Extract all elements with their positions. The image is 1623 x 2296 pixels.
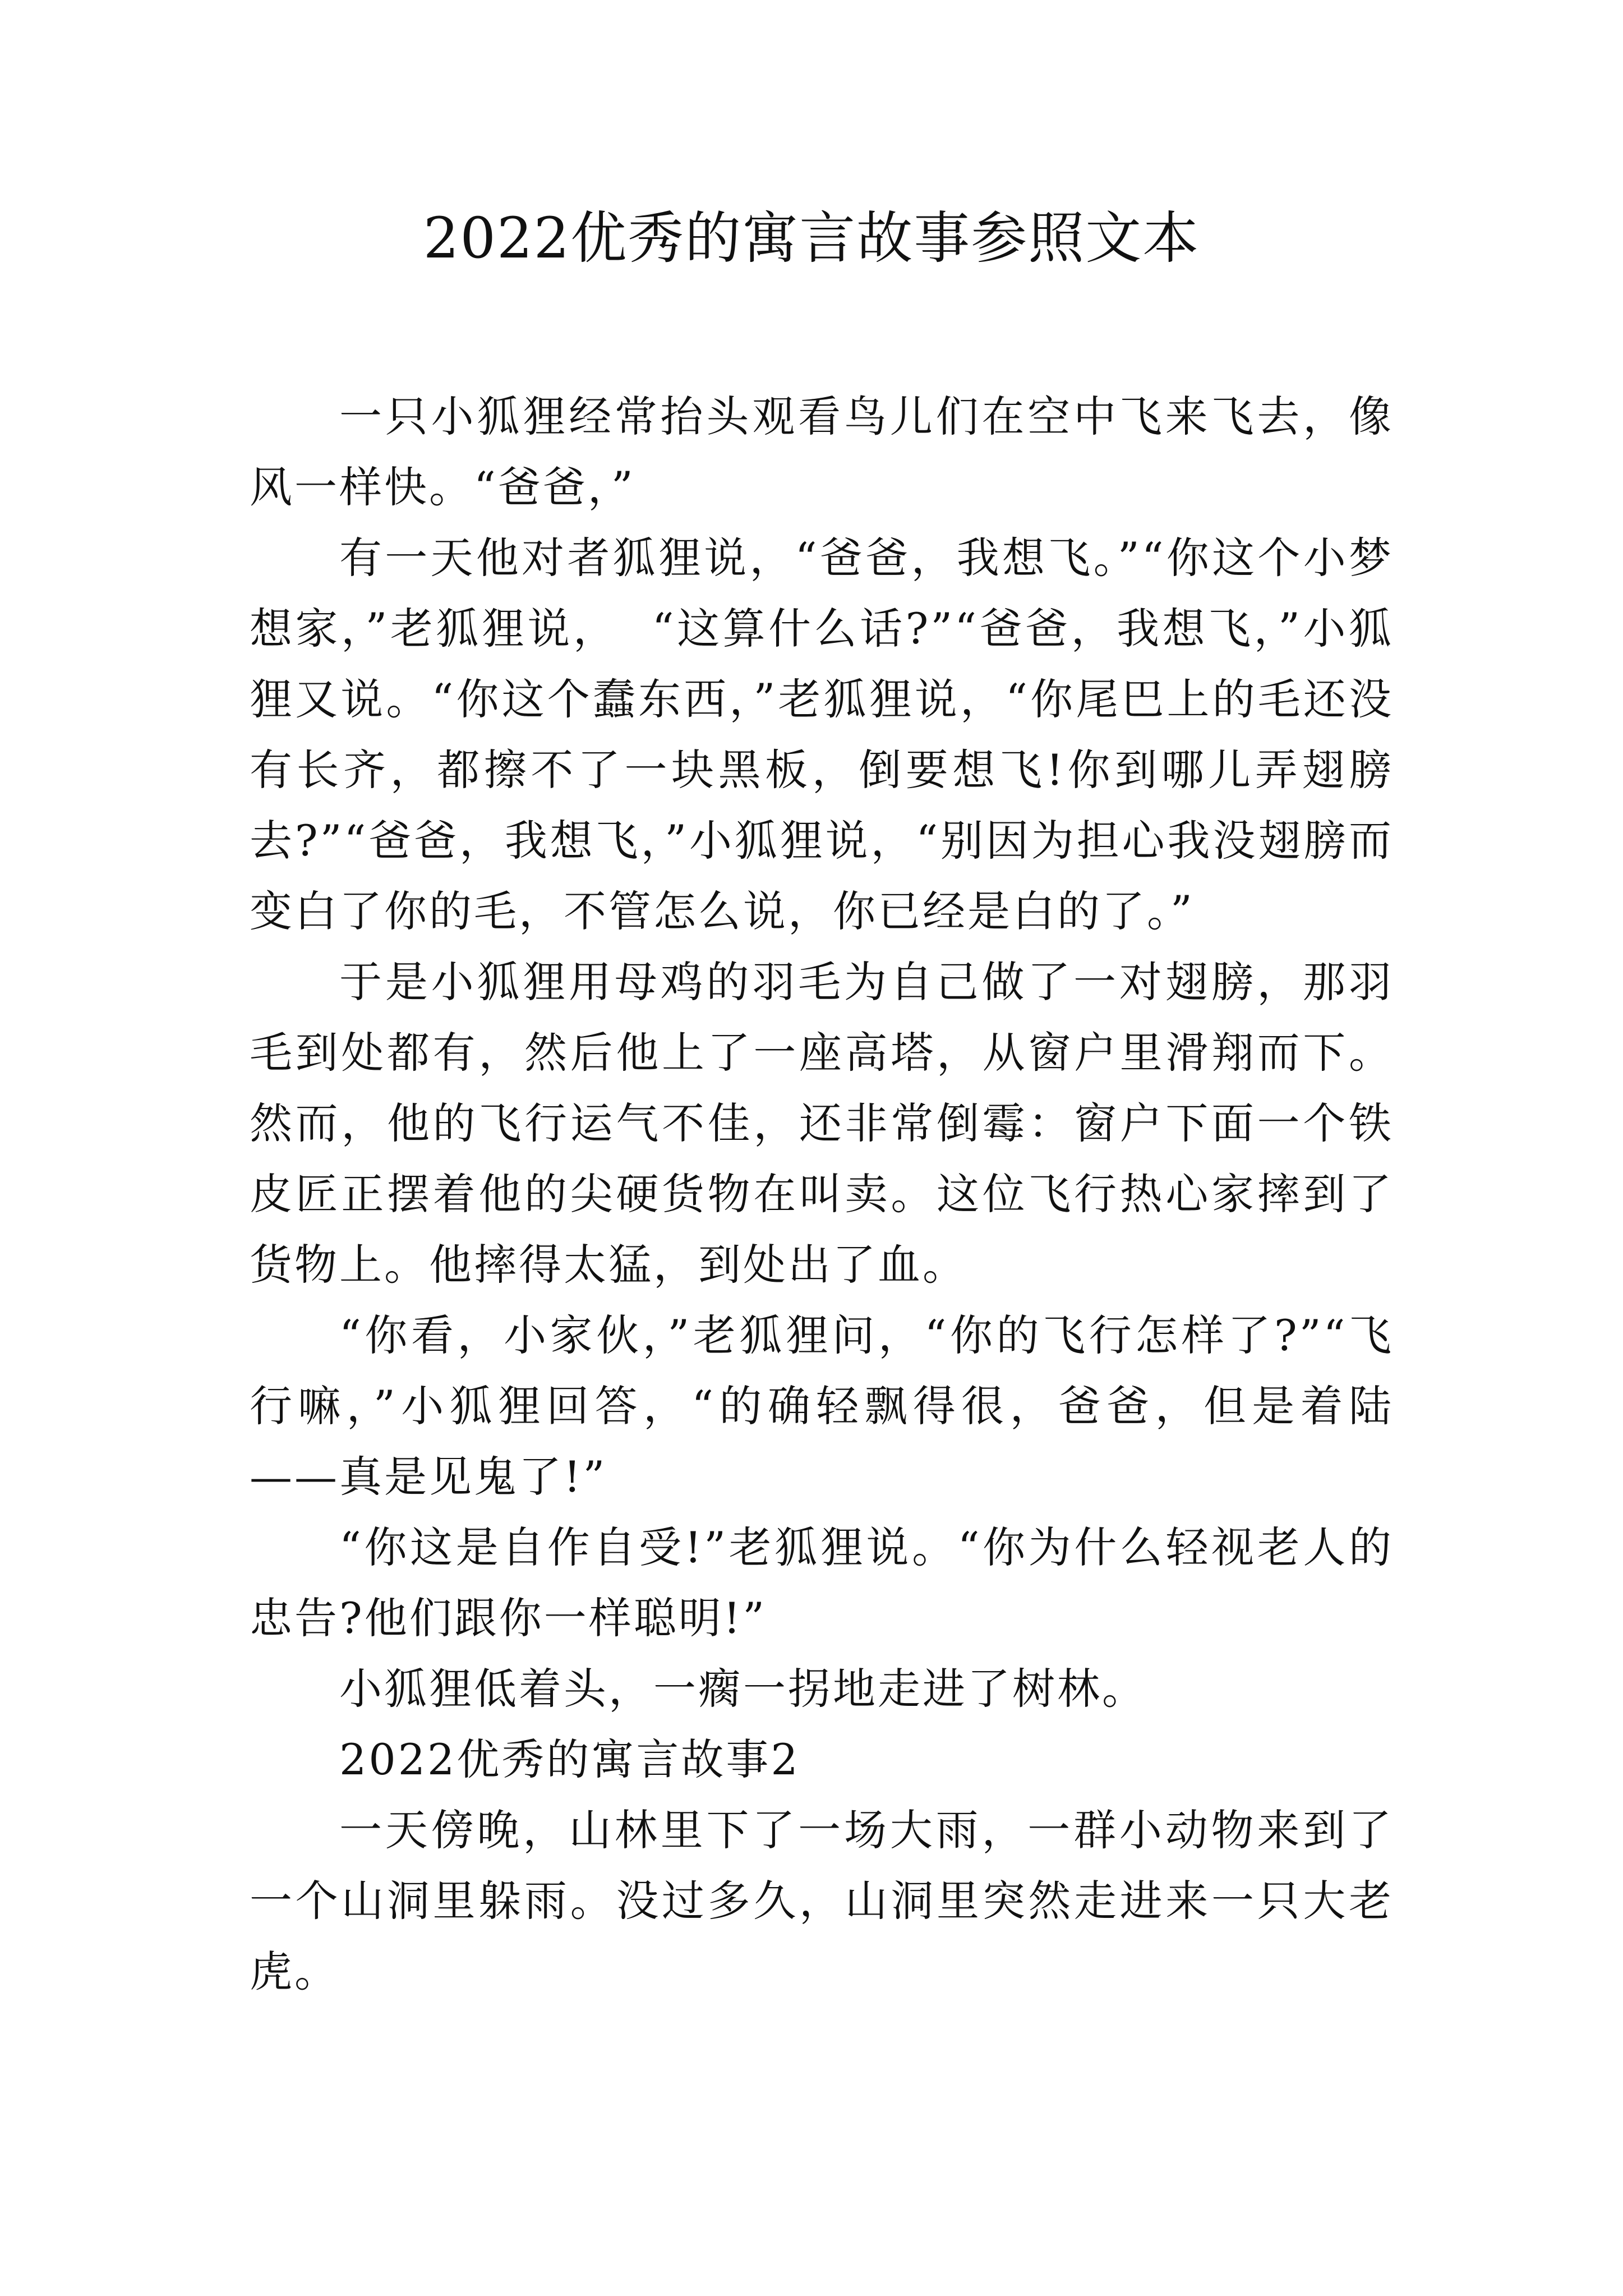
paragraph: 于是小狐狸用母鸡的羽毛为自己做了一对翅膀，那羽毛到处都有，然后他上了一座高塔，从窗户里滑翔而下。然而，他的飞行运气不佳，还非常倒霉：窗户下面一个铁皮匠正摆着他的尖硬货物在叫卖。这位飞行热心家摔到了货物上。他摔得太猛，到处出了血。 [250, 957, 1394, 1290]
paragraph: “你这是自作自受!”老狐狸说。“你为什么轻视老人的忠告?他们跟你一样聪明!” [250, 1522, 1394, 1643]
document-body [250, 381, 1394, 2007]
paragraph: “你看，小家伙，”老狐狸问，“你的飞行怎样了?”“飞行嘛，”小狐狸回答，“的确轻飘得很，爸爸，但是着陆——真是见鬼了!” [250, 1310, 1394, 1502]
paragraph: 有一天他对者狐狸说，“爸爸，我想飞。”“你这个小梦想家，”老狐狸说， “这算什么话?”“爸爸，我想飞，”小狐狸又说。“你这个蠢东西，”老狐狸说，“你尾巴上的毛还没有长齐，都擦不了一块黑板，倒要想飞!你到哪儿弄翅膀去?”“爸爸，我想飞，”小狐狸说，“别因为担心我没翅膀而变白了你的毛，不管怎么说，你已经是白的了。” [250, 533, 1394, 936]
paragraph: 小狐狸低着头，一瘸一拐地走进了树林。 [339, 1664, 1147, 1714]
document-title: 2022优秀的寓言故事参照文本 [423, 205, 1200, 271]
paragraph: 一只小狐狸经常抬头观看鸟儿们在空中飞来飞去，像风一样快。“爸爸，” [250, 392, 1394, 512]
section-heading: 2022优秀的寓言故事2 [339, 1734, 800, 1784]
paragraph: 一天傍晚，山林里下了一场大雨，一群小动物来到了一个山洞里躲雨。没过多久，山洞里突然走进来一只大老虎。 [250, 1805, 1394, 1996]
